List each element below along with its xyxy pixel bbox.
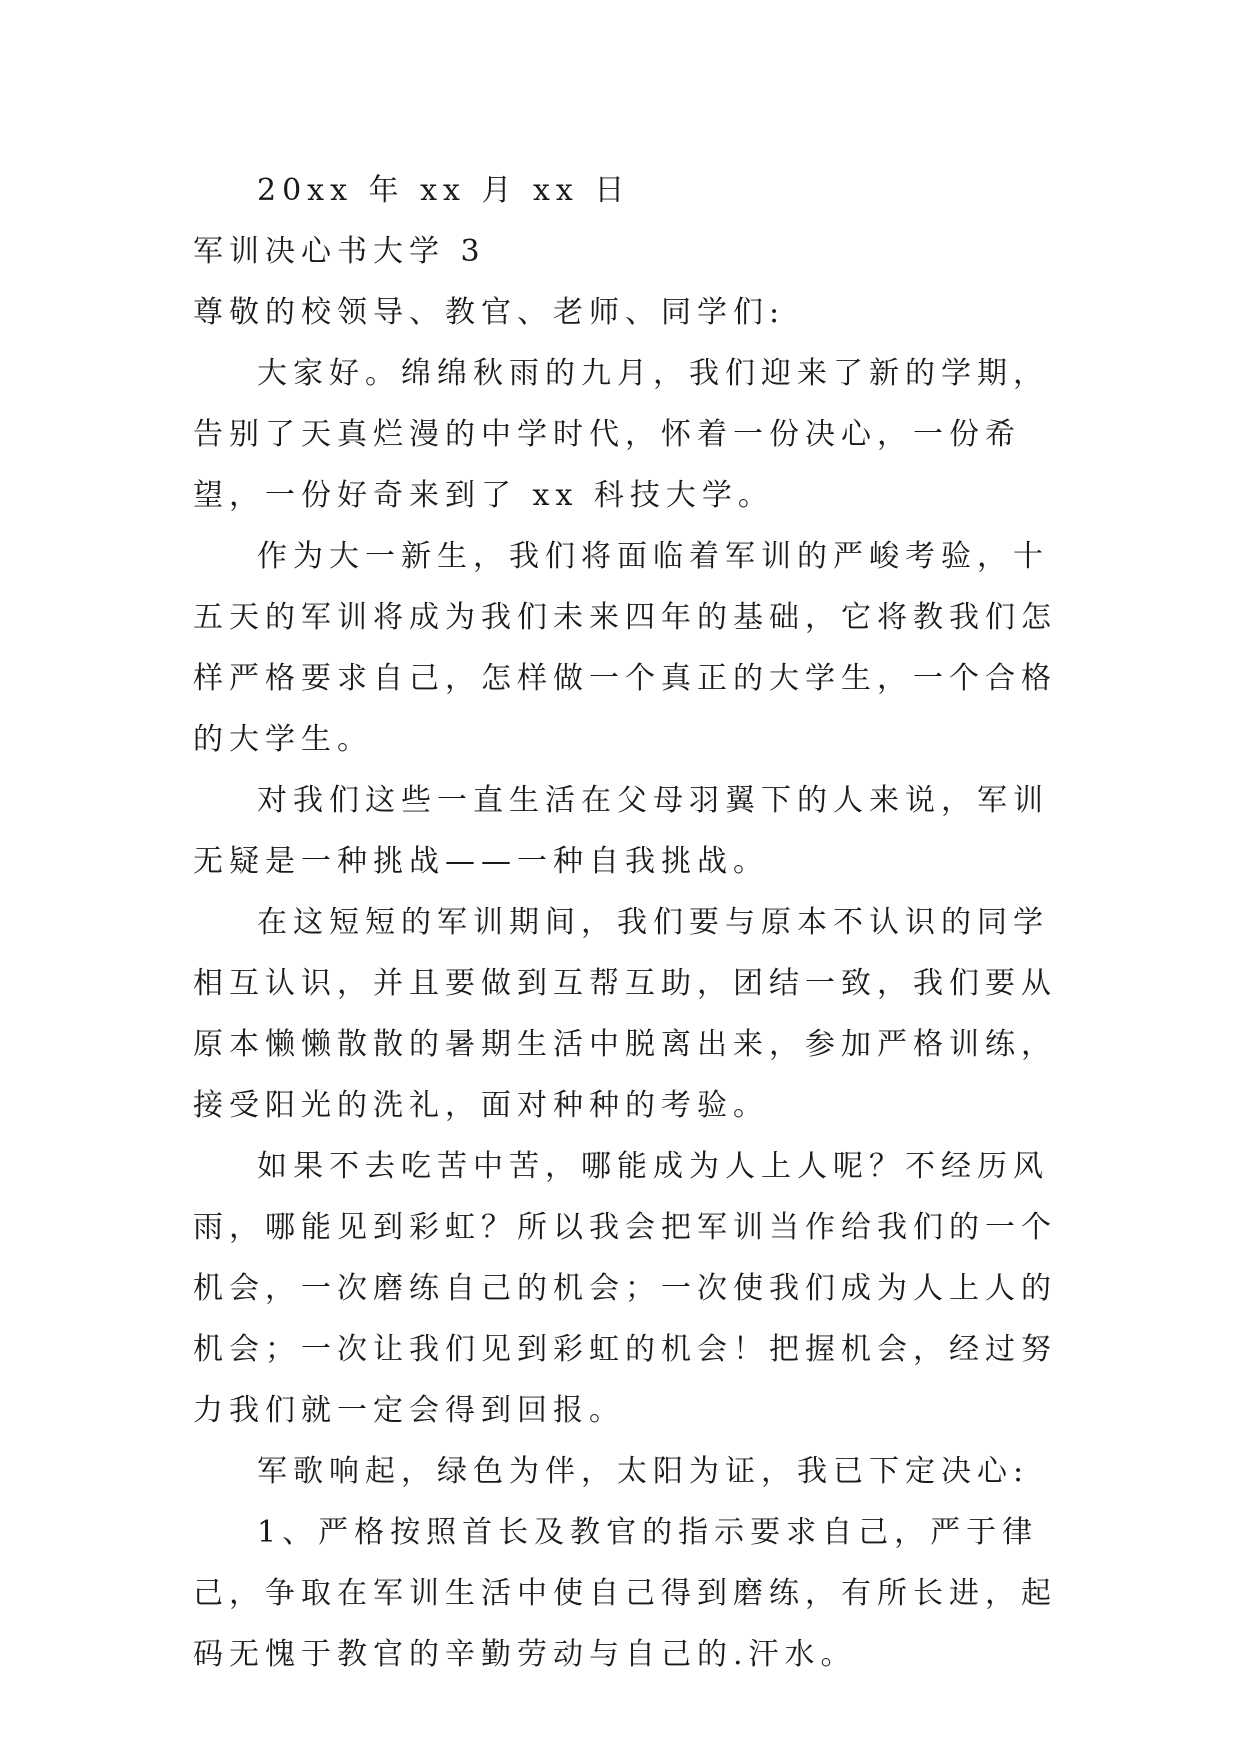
salutation: 尊敬的校领导、教官、老师、同学们: xyxy=(193,295,786,330)
paragraph: 对我们这些一直生活在父母羽翼下的人来说，军训无疑是一种挑战——一种自我挑战。 xyxy=(193,783,1049,879)
document-title: 军训决心书大学 3 xyxy=(193,234,486,269)
document-body xyxy=(193,160,1063,1685)
paragraph: 军歌响起，绿色为伴，太阳为证，我已下定决心: xyxy=(257,1454,1030,1489)
paragraph: 大家好。绵绵秋雨的九月，我们迎来了新的学期，告别了天真烂漫的中学时代，怀着一份决心，一份希望，一份好奇来到了 xx 科技大学。 xyxy=(193,356,1049,513)
paragraph: 作为大一新生，我们将面临着军训的严峻考验，十五天的军训将成为我们未来四年的基础，它将教我们怎样严格要求自己，怎样做一个真正的大学生，一个合格的大学生。 xyxy=(193,539,1057,757)
paragraph: 在这短短的军训期间，我们要与原本不认识的同学相互认识，并且要做到互帮互助，团结一致，我们要从原本懒懒散散的暑期生活中脱离出来，参加严格训练，接受阳光的洗礼，面对种种的考验。 xyxy=(193,905,1057,1123)
date-line: 20xx 年 xx 月 xx 日 xyxy=(257,173,631,208)
paragraph: 如果不去吃苦中苦，哪能成为人上人呢？不经历风雨，哪能见到彩虹？所以我会把军训当作给我们的一个机会，一次磨练自己的机会；一次使我们成为人上人的机会；一次让我们见到彩虹的机会！把握机会，经过努力我们就一定会得到回报。 xyxy=(193,1149,1057,1428)
paragraph: 1、严格按照首长及教官的指示要求自己，严于律己，争取在军训生活中使自己得到磨练，有所长进，起码无愧于教官的辛勤劳动与自己的.汗水。 xyxy=(193,1515,1057,1672)
